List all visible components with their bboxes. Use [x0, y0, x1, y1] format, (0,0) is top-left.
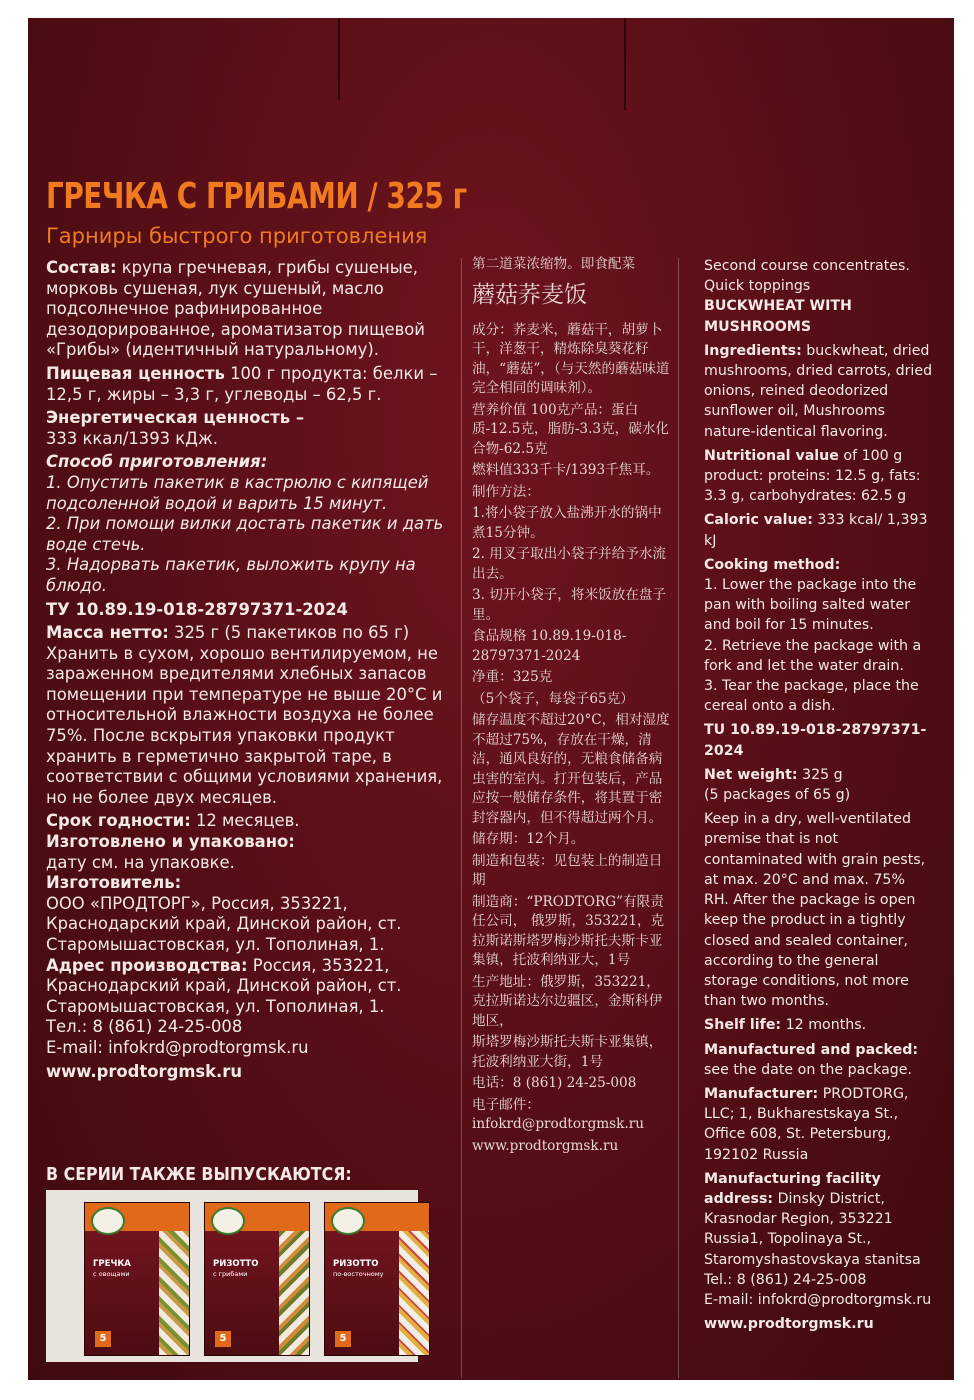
zh-step-1: 1.将小袋子放入盐沸开水的锅中煮15分钟。	[472, 505, 662, 541]
zh-method-label: 制作方法：	[472, 483, 540, 500]
zh-net-2: （5个袋子，每袋子65克）	[472, 690, 634, 707]
ru-composition: Состав: крупа гречневая, грибы сушеные, морковь сушеная, лук сушеный, масло подсолнечное рафинированное дезодорированное, ароматизатор пищевой «Грибы» (идентичный натуральному).	[46, 258, 425, 360]
ru-energy-label: Энергетическая ценность –	[46, 408, 305, 428]
en-email[interactable]: E-mail: infokrd@prodtorgmsk.ru	[704, 1291, 932, 1308]
zh-net: 净重：325克	[472, 669, 553, 685]
ru-method-label: Способ приготовления:	[46, 452, 268, 472]
russian-column	[46, 258, 451, 1082]
package-food-image	[399, 1231, 429, 1355]
zh-site[interactable]: www.prodtorgmsk.ru	[472, 1137, 619, 1154]
package-food-image	[159, 1231, 189, 1355]
series-products	[46, 1190, 418, 1362]
chinese-column	[472, 255, 672, 1158]
en-intro-2: Quick toppings	[704, 278, 811, 295]
top-divider-line-right	[624, 18, 626, 110]
ru-address: Адрес производства: Россия, 353221, Краснодарский край, Динской район, ст. Старомышастовская, ул. Тополиная, 1.	[46, 955, 402, 1016]
series-title: В СЕРИИ ТАКЖЕ ВЫПУСКАЮТСЯ:	[46, 1164, 352, 1185]
en-site[interactable]: www.prodtorgmsk.ru	[704, 1316, 874, 1333]
en-product-name: BUCKWHEAT WITH MUSHROOMS	[704, 298, 852, 335]
zh-phone: 电话：8 (861) 24-25-008	[472, 1075, 637, 1091]
ru-phone: Тел.: 8 (861) 24-25-008	[46, 1017, 243, 1037]
en-made: Manufactured and packed: see the date on the package.	[704, 1041, 919, 1078]
zh-shelf: 储存期：12个月。	[472, 831, 585, 847]
en-step-2: 2. Retrieve the package with a fork and let the water drain.	[704, 637, 922, 674]
zh-ingredients: 成分：荞麦米，蘑菇干，胡萝卜干，洋葱干，精炼除臭葵花籽油，“蘑菇”，（与天然的蘑菇味道完全相同的调味剂）。	[472, 321, 670, 396]
ru-email[interactable]: E-mail: infokrd@prodtorgmsk.ru	[46, 1037, 309, 1057]
series-product-name: ГРЕЧКА с овощами	[93, 1259, 131, 1278]
en-step-1: 1. Lower the package into the pan with boiling salted water and boil for 15 minutes.	[704, 577, 917, 634]
brand-logo-icon	[211, 1207, 245, 1235]
zh-intro: 第二道菜浓缩物。即食配菜	[472, 256, 636, 272]
en-intro-1: Second course concentrates.	[704, 258, 910, 274]
ru-storage: Хранить в сухом, хорошо вентилируемом, не зараженном вредителями хлебных запасов помещении при температуре не выше 20°С и относительной влажности воздуха не более 75%. После вскрытия упаковки продукт хранить в герметично закрытой таре, в соответствии с общими условиями хранения, но не более двух месяцев.	[46, 643, 443, 807]
zh-product-name: 蘑菇荞麦饭	[472, 281, 587, 308]
en-storage: Keep in a dry, well-ventilated premise that is not contaminated with grain pests, at max. 20°C and max. 75% RH. After the package is open keep the product in a tightly closed and sealed container, according to the general storage conditions, not more than two months.	[704, 811, 926, 1010]
en-net-weight: Net weight: 325 g	[704, 766, 843, 783]
ru-step-2: 2. При помощи вилки достать пакетик и дать воде стечь.	[46, 514, 444, 554]
ru-site[interactable]: www.prodtorgmsk.ru	[46, 1061, 243, 1081]
product-subtitle: Гарниры быстрого приготовления	[46, 224, 428, 248]
zh-address-2: 斯塔罗梅沙斯托夫斯卡亚集镇，托波利纳亚大街，1号	[472, 1034, 663, 1070]
ru-maker: ООО «ПРОДТОРГ», Россия, 353221, Краснодарский край, Динской район, ст. Старомышастовская, ул. Тополиная, 1.	[46, 893, 402, 954]
en-phone: Tel.: 8 (861) 24-25-008	[704, 1271, 867, 1288]
product-title: ГРЕЧКА С ГРИБАМИ / 325 г	[46, 176, 467, 217]
ru-made: дату см. на упаковке.	[46, 852, 235, 872]
series-product-1[interactable]	[84, 1202, 190, 1356]
zh-step-3: 3. 切开小袋子，将米饭放在盘子里。	[472, 587, 667, 623]
en-caloric: Caloric value: 333 kcal/ 1,393 kJ	[704, 512, 928, 549]
en-nutrition: Nutritional value of 100 g product: proteins: 12.5 g, fats: 3.3 g, carbohydrates: 62.5 g	[704, 447, 921, 505]
package-count-badge: 5	[215, 1331, 231, 1347]
en-net-weight-2: (5 packages of 65 g)	[704, 787, 851, 804]
brand-logo-icon	[331, 1207, 365, 1235]
en-shelf-life: Shelf life: 12 months.	[704, 1017, 867, 1034]
ru-tu: ТУ 10.89.19-018-28797371-2024	[46, 599, 348, 619]
ru-nutrition: Пищевая ценность 100 г продукта: белки – 12,5 г, жиры – 3,3 г, углеводы – 62,5 г.	[46, 363, 438, 404]
series-product-name: РИЗОТТО по-восточному	[333, 1259, 384, 1278]
ru-energy: 333 ккал/1393 кДж.	[46, 428, 218, 448]
zh-made: 制造和包装：见包装上的制造日期	[472, 852, 663, 888]
zh-spec: 食品规格 10.89.19-018-28797371-2024	[472, 628, 627, 664]
zh-storage: 储存温度不超过20°C，相对湿度不超过75%，存放在干燥，清洁，通风良好的，无粮食储备病虫害的室内。打开包装后，产品应按一般储存条件，将其置于密封容器内，但不得超过两个月。	[472, 712, 670, 826]
ru-made-label: Изготовлено и упаковано:	[46, 832, 295, 852]
top-divider-line-left	[338, 18, 340, 100]
ru-maker-label: Изготовитель:	[46, 873, 182, 893]
english-column	[704, 256, 934, 1338]
package-count-badge: 5	[335, 1331, 351, 1347]
column-separator-1	[461, 258, 462, 1378]
series-product-2[interactable]	[204, 1202, 310, 1356]
ru-step-1: 1. Опустить пакетик в кастрюлю с кипящей подсоленной водой и варить 15 минут.	[46, 472, 429, 513]
en-step-3: 3. Tear the package, place the cereal onto a dish.	[704, 678, 919, 715]
en-tu: TU 10.89.19-018-28797371-2024	[704, 722, 927, 759]
package-count-badge: 5	[95, 1331, 111, 1347]
ru-step-3: 3. Надорвать пакетик, выложить крупу на блюдо.	[46, 555, 416, 595]
en-method-label: Cooking method:	[704, 556, 841, 573]
label-panel	[28, 18, 954, 1380]
brand-logo-icon	[91, 1207, 125, 1235]
en-maker: Manufacturer: PRODTORG, LLC; 1, Bukharestskaya St., Office 608, St. Petersburg, 192102 Russia	[704, 1085, 909, 1163]
zh-email[interactable]: 电子邮件：infokrd@prodtorgmsk.ru	[472, 1096, 644, 1132]
ru-shelf-life: Срок годности: 12 месяцев.	[46, 811, 300, 831]
zh-step-2: 2. 用叉子取出小袋子并给予水流出去。	[472, 546, 667, 582]
zh-maker: 制造商：“PRODTORG”有限责任公司， 俄罗斯，353221，克拉斯诺斯塔罗梅沙斯托夫斯卡亚集镇，托波利纳亚大，1号	[472, 893, 665, 968]
column-separator-2	[678, 258, 679, 1378]
series-product-name: РИЗОТТО с грибами	[213, 1259, 259, 1278]
en-ingredients: Ingredients: buckwheat, dried mushrooms, dried carrots, dried onions, reined deodorized sunflower oil, Mushrooms nature-identical flavoring.	[704, 342, 933, 440]
ru-net-weight: Масса нетто: 325 г (5 пакетиков по 65 г)	[46, 623, 410, 643]
zh-nutrition: 营养价值 100克产品：蛋白质-12.5克，脂肪-3.3克，碳水化合物-62.5克	[472, 401, 670, 457]
en-facility: Manufacturing facility address: Dinsky District, Krasnodar Region, 353221 Russia1, Topolinaya St., Staromyshastovskaya stanitsa	[704, 1170, 921, 1268]
zh-energy: 燃料值333千卡/1393千焦耳。	[472, 462, 660, 478]
package-food-image	[279, 1231, 309, 1355]
series-product-3[interactable]	[324, 1202, 430, 1356]
zh-address: 生产地址：俄罗斯，353221，克拉斯诺达尔边疆区，金斯科伊地区，	[472, 973, 663, 1029]
